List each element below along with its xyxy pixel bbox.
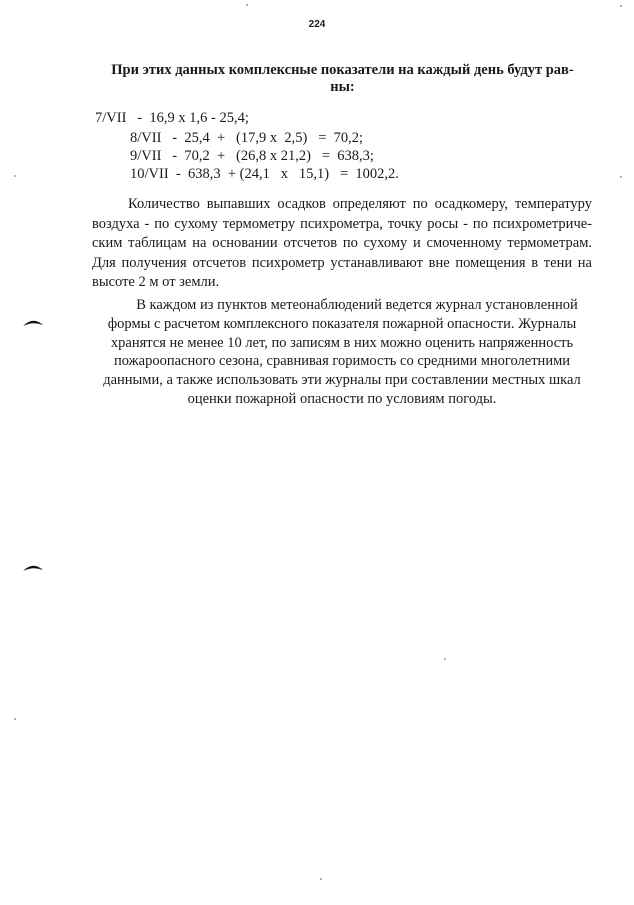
- formula-line: 9/VII - 70,2 + (26,8 х 21,2) = 638,3;: [130, 148, 374, 164]
- scan-speck: [14, 718, 16, 720]
- paragraph-journals: [92, 296, 592, 409]
- paragraph-line: ским таблицам на основании отсчетов по сухому и смоченному термометрам.: [92, 235, 592, 252]
- paragraph-line: воздуха - по сухому термометру психрометра, точку росы - по психрометриче-: [92, 215, 592, 232]
- paragraph-line: Для получения отсчетов психрометр устанавливают вне помещения в тени на: [92, 254, 592, 271]
- binder-hole-mark: [22, 563, 44, 572]
- scan-speck: [14, 175, 16, 177]
- paragraph-measurements: [92, 195, 592, 293]
- formula-line: 7/VII - 16,9 х 1,6 - 25,4;: [95, 110, 249, 126]
- formula-line: 10/VII - 638,3 + (24,1 х 15,1) = 1002,2.: [130, 166, 399, 182]
- binder-hole-mark: [22, 318, 44, 327]
- scan-speck: [320, 878, 322, 880]
- heading-line: ны:: [330, 79, 355, 95]
- heading-line: При этих данных комплексные показатели на каждый день будут рав-: [111, 62, 574, 78]
- formula-line: 8/VII - 25,4 + (17,9 х 2,5) = 70,2;: [130, 130, 364, 146]
- scan-speck: [620, 176, 622, 178]
- paragraph-line: В каждом из пунктов метеонаблюдений ведется журнал установленной: [136, 297, 578, 313]
- scan-speck: [620, 5, 622, 7]
- paragraph-line: хранятся не менее 10 лет, по записям в них можно оценить напряженность: [110, 334, 574, 351]
- section-heading: [100, 62, 585, 96]
- paragraph-line: формы с расчетом комплексного показателя пожарной опасности. Журналы: [107, 315, 577, 332]
- scan-speck: [246, 4, 248, 6]
- paragraph-line: оценки пожарной опасности по условиям погоды.: [187, 390, 497, 407]
- paragraph-line: Количество выпавших осадков определяют по осадкомеру, температуру: [128, 196, 592, 212]
- scan-speck: [444, 658, 446, 660]
- paragraph-line: пожароопасного сезона, сравнивая горимость со средними многолетними: [113, 353, 571, 370]
- page-number: 224: [308, 19, 326, 30]
- paragraph-line: данными, а также использовать эти журналы при составлении местных шкал: [103, 372, 581, 389]
- paragraph-line: высоте 2 м от земли.: [92, 274, 220, 291]
